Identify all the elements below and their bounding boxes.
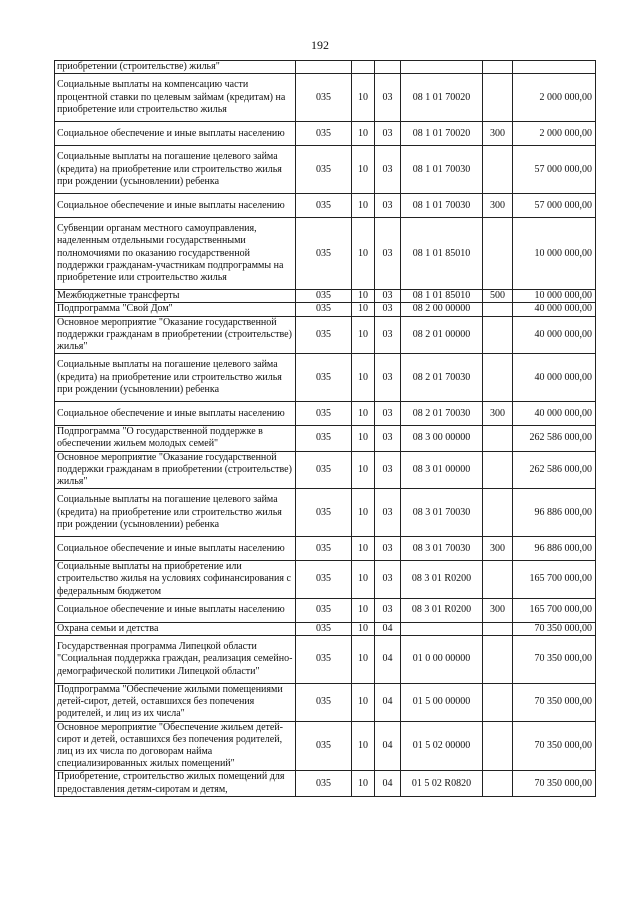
row-expense-type [483, 426, 513, 451]
table-row [55, 316, 596, 354]
row-target-article: 08 2 01 70030 [401, 354, 483, 402]
row-section: 10 [352, 354, 375, 402]
row-subsection: 04 [375, 636, 401, 684]
row-expense-type: 300 [483, 537, 513, 561]
row-target-article: 08 3 01 R0200 [401, 598, 483, 622]
row-amount: 2 000 000,00 [513, 74, 596, 122]
row-ministry-code: 035 [296, 316, 352, 354]
row-section: 10 [352, 636, 375, 684]
row-section: 10 [352, 402, 375, 426]
row-name: Социальное обеспечение и иные выплаты населению [55, 194, 296, 218]
table-row [55, 218, 596, 290]
row-expense-type [483, 636, 513, 684]
row-name: Социальные выплаты на погашение целевого займа (кредита) на приобретение или строительство жилья при рождении (усыновлении) ребенка [55, 146, 296, 194]
row-expense-type [483, 489, 513, 537]
table-row [55, 721, 596, 771]
row-subsection: 03 [375, 402, 401, 426]
row-target-article: 08 1 01 85010 [401, 290, 483, 303]
row-expense-type [483, 316, 513, 354]
row-ministry-code: 035 [296, 771, 352, 796]
row-subsection [375, 61, 401, 74]
table-row [55, 290, 596, 303]
row-amount: 57 000 000,00 [513, 194, 596, 218]
row-target-article: 01 5 02 00000 [401, 721, 483, 771]
row-expense-type [483, 771, 513, 796]
row-ministry-code: 035 [296, 303, 352, 316]
row-subsection: 03 [375, 537, 401, 561]
row-subsection: 03 [375, 561, 401, 599]
row-ministry-code: 035 [296, 489, 352, 537]
row-target-article: 01 0 00 00000 [401, 636, 483, 684]
row-ministry-code: 035 [296, 636, 352, 684]
row-subsection: 03 [375, 122, 401, 146]
row-section: 10 [352, 489, 375, 537]
row-section: 10 [352, 194, 375, 218]
row-ministry-code: 035 [296, 354, 352, 402]
row-ministry-code: 035 [296, 537, 352, 561]
row-expense-type: 300 [483, 122, 513, 146]
table-row [55, 684, 596, 722]
row-target-article: 08 1 01 70020 [401, 74, 483, 122]
page-number: 192 [311, 38, 329, 52]
row-amount: 262 586 000,00 [513, 426, 596, 451]
row-name: Субвенции органам местного самоуправления, наделенным отдельными государственными полномочиями по оказанию государственной поддержки гражданам-участникам подпрограммы на приобретение или строительство жилья [55, 218, 296, 290]
row-amount [513, 61, 596, 74]
row-target-article [401, 61, 483, 74]
row-target-article: 08 2 01 70030 [401, 402, 483, 426]
row-section: 10 [352, 451, 375, 489]
table-row [55, 636, 596, 684]
row-amount: 40 000 000,00 [513, 354, 596, 402]
row-expense-type [483, 74, 513, 122]
row-ministry-code: 035 [296, 561, 352, 599]
row-target-article: 08 2 00 00000 [401, 303, 483, 316]
table-row [55, 74, 596, 122]
table-row [55, 402, 596, 426]
row-ministry-code: 035 [296, 721, 352, 771]
row-target-article: 08 1 01 70020 [401, 122, 483, 146]
row-name: Социальное обеспечение и иные выплаты населению [55, 537, 296, 561]
row-ministry-code: 035 [296, 684, 352, 722]
row-amount: 10 000 000,00 [513, 218, 596, 290]
row-subsection: 03 [375, 194, 401, 218]
row-expense-type [483, 61, 513, 74]
row-expense-type [483, 146, 513, 194]
row-amount: 70 350 000,00 [513, 771, 596, 796]
row-expense-type: 300 [483, 598, 513, 622]
row-target-article: 01 5 02 R0820 [401, 771, 483, 796]
row-subsection: 03 [375, 74, 401, 122]
row-expense-type [483, 684, 513, 722]
row-subsection: 03 [375, 426, 401, 451]
row-ministry-code: 035 [296, 290, 352, 303]
row-section: 10 [352, 426, 375, 451]
row-expense-type [483, 721, 513, 771]
row-section: 10 [352, 561, 375, 599]
row-name: Социальные выплаты на погашение целевого займа (кредита) на приобретение или строительство жилья при рождении (усыновлении) ребенка [55, 489, 296, 537]
row-name: Социальное обеспечение и иные выплаты населению [55, 402, 296, 426]
row-name: Основное мероприятие "Обеспечение жильем детей-сирот и детей, оставшихся без попечения родителей, лиц из их числа по договорам найма специализированных жилых помещений" [55, 721, 296, 771]
table-row [55, 622, 596, 635]
table-row [55, 61, 596, 74]
row-amount: 40 000 000,00 [513, 402, 596, 426]
row-target-article: 08 2 01 00000 [401, 316, 483, 354]
row-ministry-code: 035 [296, 451, 352, 489]
row-amount: 70 350 000,00 [513, 721, 596, 771]
row-name: Социальное обеспечение и иные выплаты населению [55, 598, 296, 622]
row-section: 10 [352, 74, 375, 122]
row-expense-type: 300 [483, 402, 513, 426]
row-ministry-code: 035 [296, 622, 352, 635]
row-ministry-code: 035 [296, 146, 352, 194]
table-row [55, 146, 596, 194]
row-subsection: 03 [375, 146, 401, 194]
row-ministry-code: 035 [296, 598, 352, 622]
row-amount: 40 000 000,00 [513, 316, 596, 354]
row-target-article: 08 1 01 70030 [401, 194, 483, 218]
row-amount: 10 000 000,00 [513, 290, 596, 303]
row-section: 10 [352, 598, 375, 622]
table-row [55, 354, 596, 402]
row-target-article: 08 3 01 R0200 [401, 561, 483, 599]
row-name: Государственная программа Липецкой области "Социальная поддержка граждан, реализация семейно-демографической политики Липецкой области" [55, 636, 296, 684]
row-section: 10 [352, 684, 375, 722]
row-target-article: 08 1 01 85010 [401, 218, 483, 290]
row-target-article: 08 3 01 00000 [401, 451, 483, 489]
row-name: Межбюджетные трансферты [55, 290, 296, 303]
row-amount: 262 586 000,00 [513, 451, 596, 489]
row-name: Подпрограмма "Свой Дом" [55, 303, 296, 316]
row-subsection: 04 [375, 721, 401, 771]
row-subsection: 03 [375, 290, 401, 303]
row-section: 10 [352, 290, 375, 303]
row-subsection: 04 [375, 684, 401, 722]
row-ministry-code: 035 [296, 194, 352, 218]
row-name: Основное мероприятие "Оказание государственной поддержки гражданам в приобретении (строительстве) жилья" [55, 451, 296, 489]
row-name: Основное мероприятие "Оказание государственной поддержки гражданам в приобретении (строительстве) жилья" [55, 316, 296, 354]
row-name: Охрана семьи и детства [55, 622, 296, 635]
row-subsection: 04 [375, 771, 401, 796]
row-amount: 70 350 000,00 [513, 636, 596, 684]
row-target-article [401, 622, 483, 635]
row-section: 10 [352, 303, 375, 316]
row-amount: 2 000 000,00 [513, 122, 596, 146]
table-row [55, 426, 596, 451]
row-expense-type [483, 303, 513, 316]
row-ministry-code: 035 [296, 402, 352, 426]
row-name: Социальные выплаты на погашение целевого займа (кредита) на приобретение или строительство жилья при рождении (усыновлении) ребенка [55, 354, 296, 402]
row-name: Подпрограмма "О государственной поддержке в обеспечении жильем молодых семей" [55, 426, 296, 451]
row-name: Социальное обеспечение и иные выплаты населению [55, 122, 296, 146]
row-name: приобретении (строительстве) жилья" [55, 61, 296, 74]
row-expense-type [483, 354, 513, 402]
row-expense-type [483, 561, 513, 599]
row-ministry-code: 035 [296, 122, 352, 146]
row-amount: 70 350 000,00 [513, 622, 596, 635]
table-row [55, 489, 596, 537]
row-ministry-code: 035 [296, 218, 352, 290]
row-section: 10 [352, 622, 375, 635]
row-amount: 40 000 000,00 [513, 303, 596, 316]
row-name: Социальные выплаты на компенсацию части процентной ставки по целевым займам (кредитам) на приобретение или строительство жилья [55, 74, 296, 122]
row-expense-type [483, 218, 513, 290]
row-section: 10 [352, 146, 375, 194]
row-amount: 57 000 000,00 [513, 146, 596, 194]
row-amount: 96 886 000,00 [513, 537, 596, 561]
row-name: Подпрограмма "Обеспечение жилыми помещениями детей-сирот, детей, оставшихся без попечения родителей, и лиц из их числа" [55, 684, 296, 722]
table-row [55, 194, 596, 218]
row-subsection: 03 [375, 489, 401, 537]
row-section: 10 [352, 316, 375, 354]
row-section: 10 [352, 771, 375, 796]
row-subsection: 03 [375, 451, 401, 489]
row-subsection: 03 [375, 354, 401, 402]
row-section: 10 [352, 122, 375, 146]
row-subsection: 03 [375, 316, 401, 354]
row-ministry-code: 035 [296, 426, 352, 451]
row-expense-type: 500 [483, 290, 513, 303]
row-target-article: 08 3 00 00000 [401, 426, 483, 451]
row-expense-type: 300 [483, 194, 513, 218]
row-target-article: 08 1 01 70030 [401, 146, 483, 194]
row-amount: 96 886 000,00 [513, 489, 596, 537]
row-expense-type [483, 622, 513, 635]
row-target-article: 01 5 00 00000 [401, 684, 483, 722]
row-amount: 165 700 000,00 [513, 561, 596, 599]
table-row [55, 561, 596, 599]
row-amount: 70 350 000,00 [513, 684, 596, 722]
row-subsection: 03 [375, 598, 401, 622]
row-section: 10 [352, 218, 375, 290]
table-row [55, 537, 596, 561]
row-name: Приобретение, строительство жилых помещений для предоставления детям-сиротам и детям, [55, 771, 296, 796]
budget-table [54, 60, 596, 797]
row-ministry-code: 035 [296, 74, 352, 122]
row-subsection: 03 [375, 218, 401, 290]
table-row [55, 771, 596, 796]
row-ministry-code [296, 61, 352, 74]
table-row [55, 451, 596, 489]
row-name: Социальные выплаты на приобретение или строительство жилья на условиях софинансирования с федеральным бюджетом [55, 561, 296, 599]
row-section: 10 [352, 537, 375, 561]
row-subsection: 04 [375, 622, 401, 635]
row-section [352, 61, 375, 74]
row-amount: 165 700 000,00 [513, 598, 596, 622]
row-subsection: 03 [375, 303, 401, 316]
table-row [55, 303, 596, 316]
row-target-article: 08 3 01 70030 [401, 489, 483, 537]
row-expense-type [483, 451, 513, 489]
table-row [55, 122, 596, 146]
row-target-article: 08 3 01 70030 [401, 537, 483, 561]
row-section: 10 [352, 721, 375, 771]
table-row [55, 598, 596, 622]
